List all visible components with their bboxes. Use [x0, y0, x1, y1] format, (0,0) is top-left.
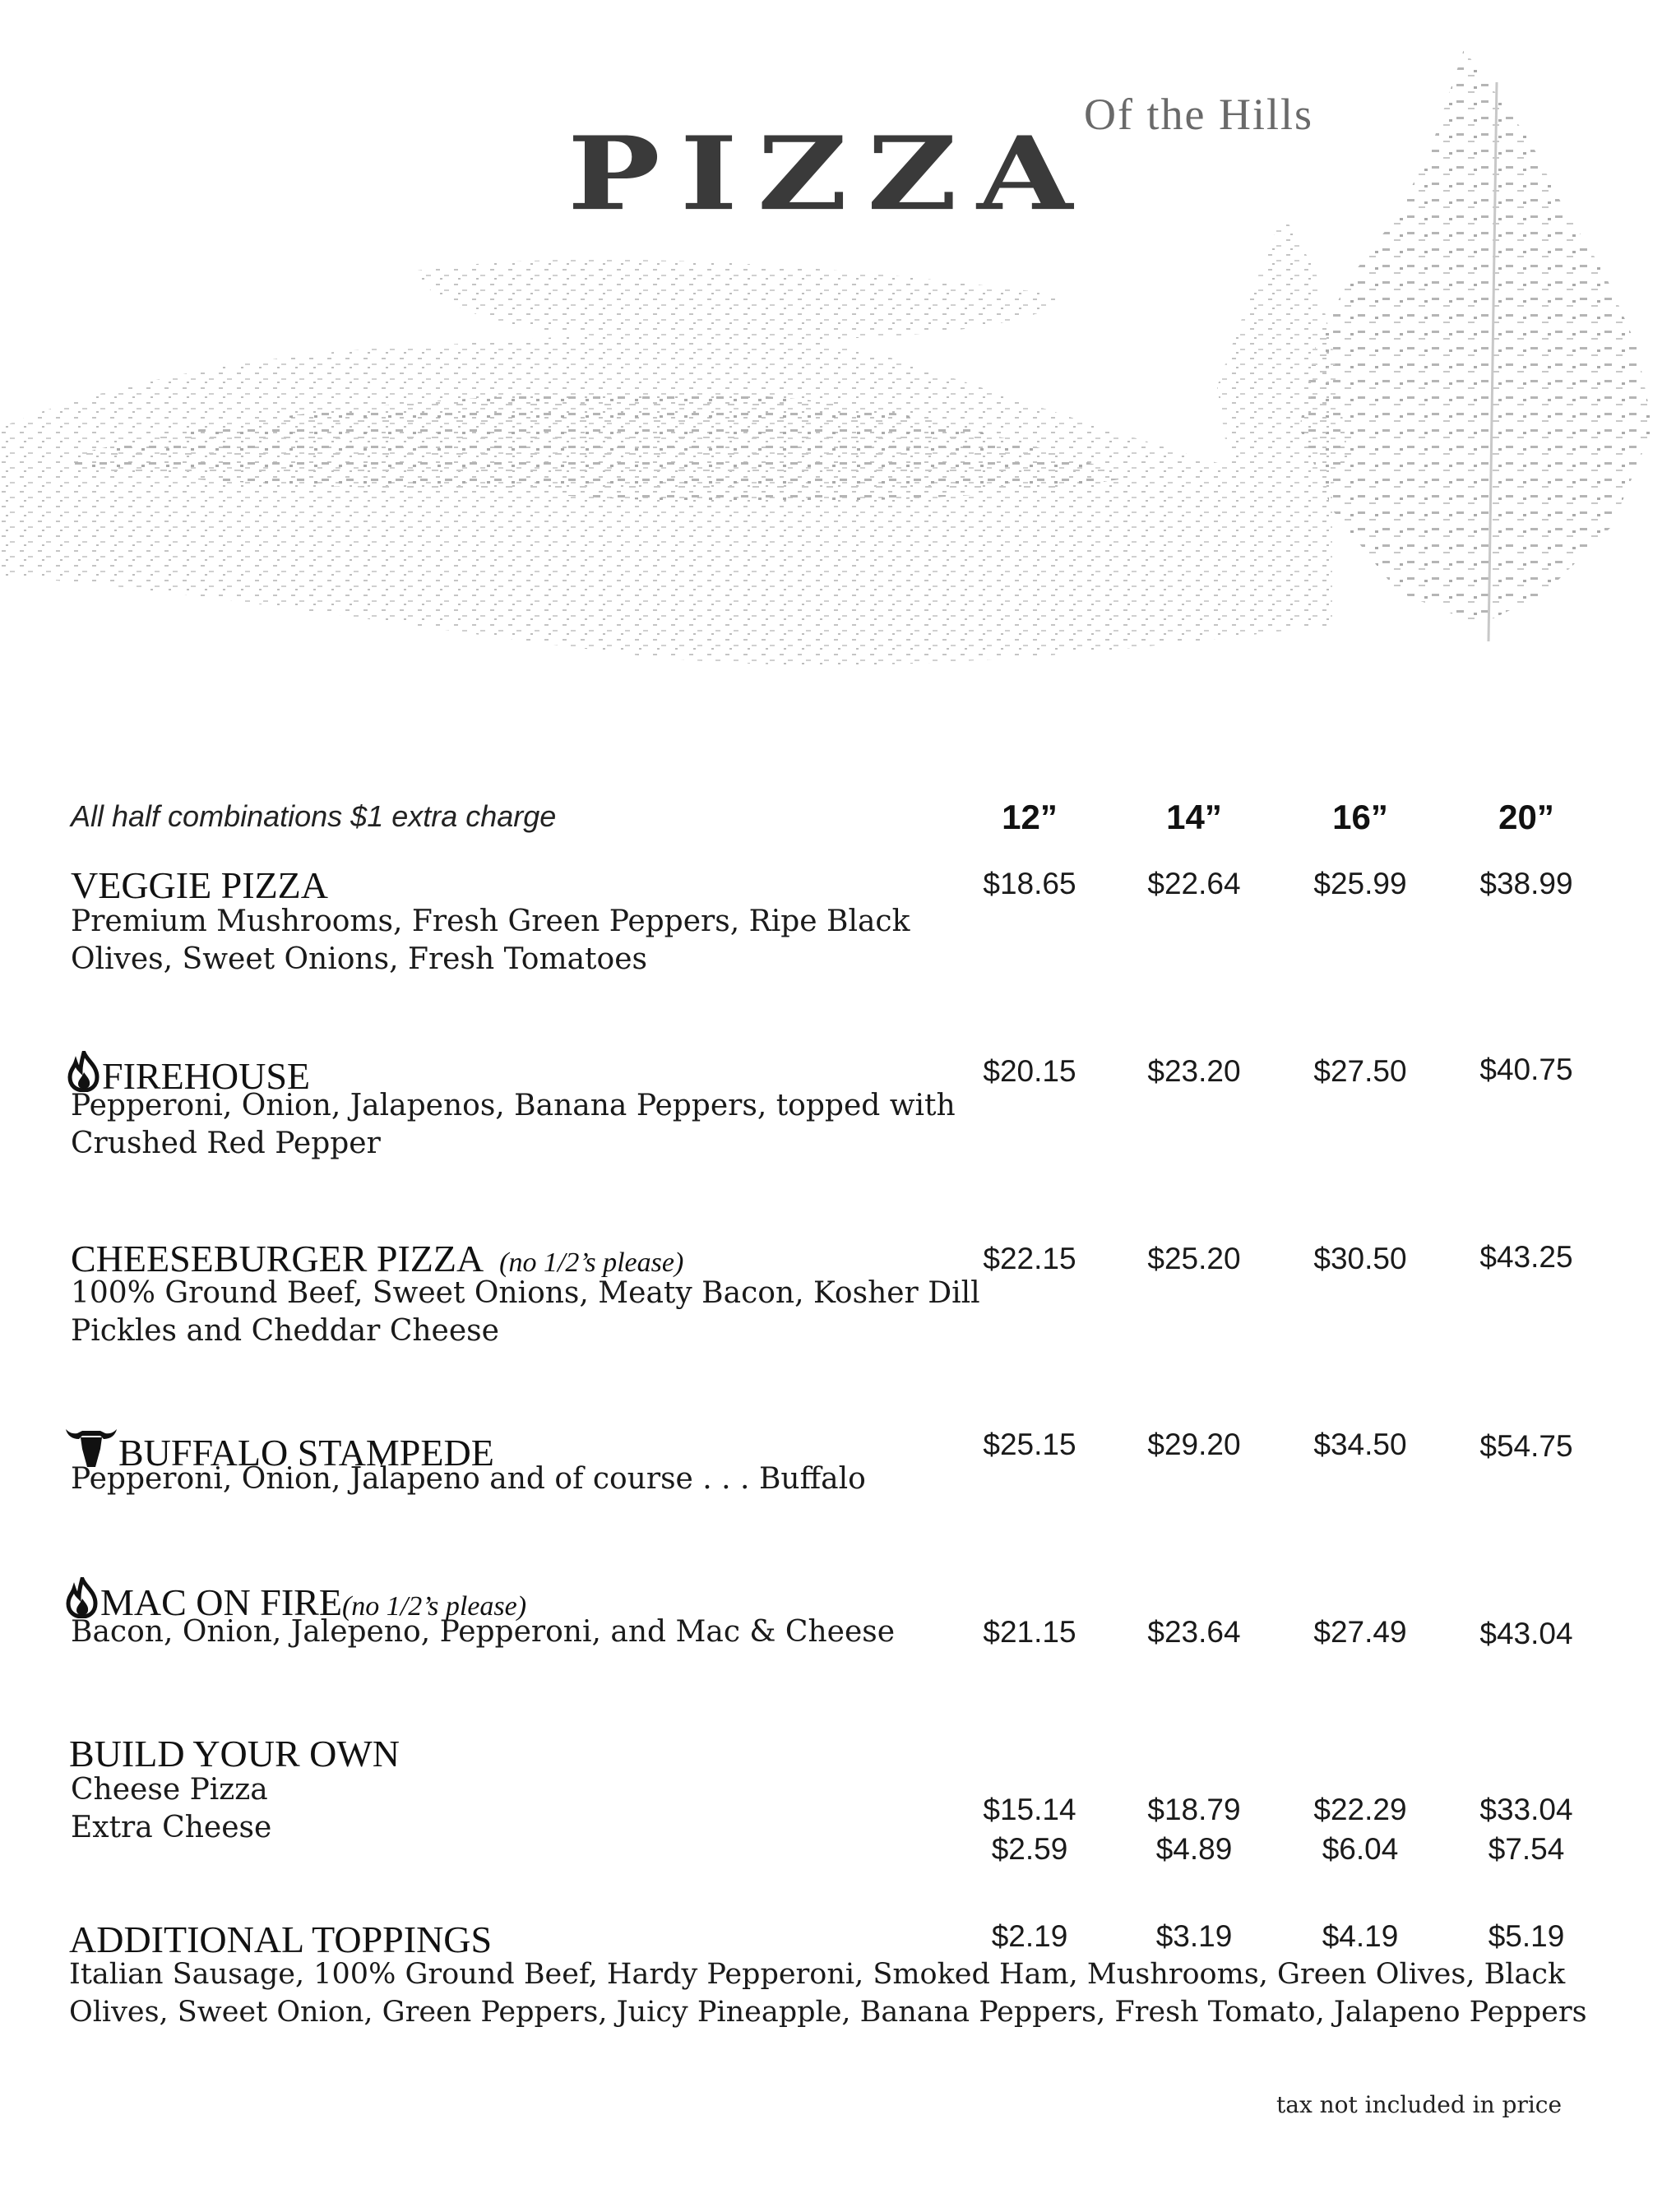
price-topping-16: $4.19 [1322, 1919, 1399, 1953]
price-buffalo-14: $29.20 [1147, 1428, 1241, 1461]
item-title-buffalo: BUFFALO STAMPEDE [118, 1432, 494, 1474]
price-veggie-16: $25.99 [1313, 867, 1407, 900]
item-desc-cheeseburger [71, 1275, 980, 1350]
desc-line: Olives, Sweet Onion, Green Peppers, Juicy Pineapple, Banana Peppers, Fresh Tomato, Jalapeno Peppers [69, 1996, 1587, 2029]
price-cheeseburger-12: $22.15 [983, 1242, 1076, 1275]
size-header-16: 16” [1332, 798, 1388, 836]
desc-line: Italian Sausage, 100% Ground Beef, Hardy Pepperoni, Smoked Ham, Mushrooms, Green Olives, Black [69, 1958, 1566, 1991]
desc-line: Pickles and Cheddar Cheese [71, 1314, 499, 1348]
price-topping-14: $3.19 [1155, 1919, 1233, 1953]
flame-icon [64, 1577, 100, 1618]
price-buffalo-16: $34.50 [1313, 1428, 1407, 1461]
price-extra-cheese-20: $7.54 [1488, 1832, 1565, 1866]
size-header-14: 14” [1166, 798, 1222, 836]
price-extra-cheese-14: $4.89 [1155, 1832, 1233, 1866]
item-header-cheeseburger [71, 1240, 683, 1278]
price-cheese-pizza-16: $22.29 [1313, 1793, 1407, 1826]
price-cheeseburger-14: $25.20 [1147, 1242, 1241, 1275]
price-cheese-pizza-12: $15.14 [983, 1793, 1076, 1826]
pizza-logo: PIZZA [567, 114, 1093, 234]
price-topping-20: $5.19 [1488, 1919, 1565, 1953]
price-extra-cheese-16: $6.04 [1322, 1832, 1399, 1866]
price-veggie-14: $22.64 [1147, 867, 1241, 900]
no-halves-note: (no 1/2’s please) [341, 1591, 527, 1622]
desc-line: Premium Mushrooms, Fresh Green Peppers, Ripe Black [71, 905, 910, 938]
item-title-mac-on-fire: MAC ON FIRE [100, 1581, 342, 1623]
half-combination-note: All half combinations $1 extra charge [71, 799, 557, 833]
desc-line: Crushed Red Pepper [71, 1127, 381, 1160]
price-extra-cheese-12: $2.59 [991, 1832, 1068, 1866]
price-buffalo-12: $25.15 [983, 1428, 1076, 1461]
price-topping-12: $2.19 [991, 1919, 1068, 1953]
size-header-12: 12” [1002, 798, 1058, 836]
desc-line: Bacon, Onion, Jalepeno, Pepperoni, and Mac & Cheese [71, 1615, 896, 1649]
desc-line: 100% Ground Beef, Sweet Onions, Meaty Bacon, Kosher Dill [71, 1276, 980, 1310]
flame-icon [66, 1051, 102, 1092]
build-your-own-labels [71, 1771, 271, 1847]
item-desc-veggie [71, 903, 910, 979]
price-mac-on-fire-20: $43.04 [1479, 1617, 1573, 1650]
price-cheeseburger-16: $30.50 [1313, 1242, 1407, 1275]
item-title-cheeseburger: CHEESEBURGER PIZZA [71, 1238, 482, 1280]
item-desc-buffalo [71, 1460, 866, 1498]
desc-line: Olives, Sweet Onions, Fresh Tomatoes [71, 942, 647, 976]
price-mac-on-fire-14: $23.64 [1147, 1615, 1241, 1649]
extra-cheese-label: Extra Cheese [71, 1811, 272, 1844]
price-cheese-pizza-20: $33.04 [1479, 1793, 1573, 1826]
price-veggie-12: $18.65 [983, 867, 1076, 900]
price-firehouse-16: $27.50 [1313, 1054, 1407, 1088]
price-firehouse-12: $20.15 [983, 1054, 1076, 1088]
price-cheeseburger-20: $43.25 [1479, 1240, 1573, 1274]
item-title-build-your-own: BUILD YOUR OWN [69, 1733, 400, 1775]
price-firehouse-20: $40.75 [1479, 1053, 1573, 1086]
no-halves-note: (no 1/2’s please) [499, 1247, 684, 1278]
item-title-firehouse: FIREHOUSE [102, 1055, 311, 1097]
item-desc-mac-on-fire [71, 1613, 895, 1651]
price-veggie-20: $38.99 [1479, 867, 1573, 900]
item-title-veggie: VEGGIE PIZZA [71, 864, 328, 906]
tagline: Of the Hills [1084, 90, 1313, 139]
price-mac-on-fire-16: $27.49 [1313, 1615, 1407, 1649]
price-firehouse-14: $23.20 [1147, 1054, 1241, 1088]
desc-line: Pepperoni, Onion, Jalapeno and of course . . . Buffalo [71, 1462, 866, 1496]
desc-line: Pepperoni, Onion, Jalapenos, Banana Peppers, topped with [71, 1089, 956, 1122]
cheese-pizza-label: Cheese Pizza [71, 1773, 268, 1807]
header-scenery-illustration [0, 0, 1676, 724]
item-desc-firehouse [71, 1087, 956, 1163]
item-title-additional-toppings: ADDITIONAL TOPPINGS [69, 1918, 493, 1960]
tax-note: tax not included in price [1276, 2091, 1563, 2118]
price-buffalo-20: $54.75 [1479, 1429, 1573, 1463]
size-header-20: 20” [1498, 798, 1554, 836]
price-cheese-pizza-14: $18.79 [1147, 1793, 1241, 1826]
price-mac-on-fire-12: $21.15 [983, 1615, 1076, 1649]
toppings-list [69, 1955, 1587, 2031]
